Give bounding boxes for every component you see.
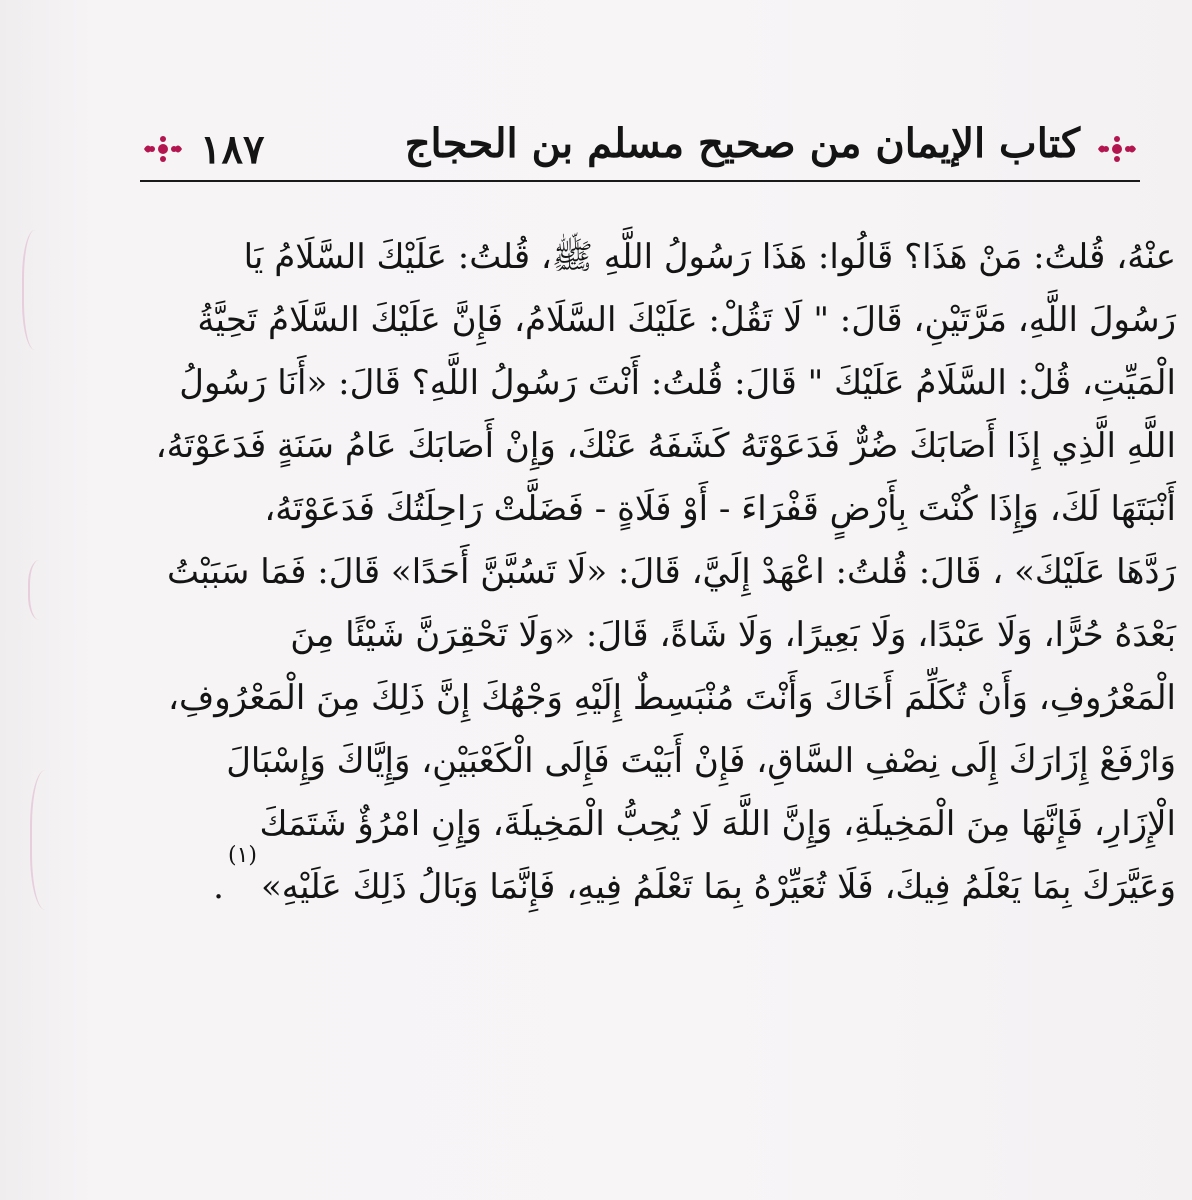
floral-ornament-icon: [1094, 132, 1140, 166]
text-line: وَارْفَعْ إِزَارَكَ إِلَى نِصْفِ السَّاقِ، فَإِنْ أَبَيْتَ فَإِلَى الْكَعْبَيْنِ، وَإِيَّاكَ وَإِسْبَالَ: [226, 741, 1176, 781]
margin-mark: [30, 770, 68, 910]
text-line: أَنْبَتَهَا لَكَ، وَإِذَا كُنْتَ بِأَرْضٍ قَفْرَاءَ - أَوْ فَلَاةٍ - فَضَلَّتْ رَاحِلَتُكَ فَدَعَوْتَهُ،: [264, 489, 1176, 529]
footnote-reference[interactable]: (١): [227, 843, 257, 868]
text-line: رَسُولَ اللَّهِ، مَرَّتَيْنِ، قَالَ: " لَا تَقُلْ: عَلَيْكَ السَّلَامُ، فَإِنَّ عَلَيْكَ السَّلَامُ تَحِيَّةُ: [197, 300, 1176, 340]
text-line: الْمَعْرُوفِ، وَأَنْ تُكَلِّمَ أَخَاكَ وَأَنْتَ مُنْبَسِطٌ إِلَيْهِ وَجْهُكَ إِنَّ ذَلِكَ مِنَ الْمَعْرُوفِ،: [168, 678, 1176, 718]
text-line: وَعَيَّرَكَ بِمَا يَعْلَمُ فِيكَ، فَلَا تُعَيِّرْهُ بِمَا تَعْلَمُ فِيهِ، فَإِنَّمَا وَبَالُ ذَلِكَ عَلَيْهِ»: [260, 867, 1176, 907]
margin-mark: [22, 230, 54, 350]
text-line: عنْهُ، قُلتُ: مَنْ هَذَا؟ قَالُوا: هَذَا رَسُولُ اللَّهِ ﷺ، قُلتُ: عَلَيْكَ السَّلَامُ يَا: [243, 237, 1176, 277]
text-line: الْإِزَارِ، فَإِنَّهَا مِنَ الْمَخِيلَةِ، وَإِنَّ اللَّهَ لَا يُحِبُّ الْمَخِيلَةَ، وَإِنِ امْرُؤٌ شَتَمَكَ: [259, 804, 1176, 844]
text-line: الْمَيِّتِ، قُلْ: السَّلَامُ عَلَيْكَ " قَالَ: قُلتُ: أَنْتَ رَسُولُ اللَّهِ؟ قَالَ: «أَنَا رَسُولُ: [179, 363, 1176, 403]
page-number: ١٨٧: [200, 126, 265, 173]
page-header: [140, 112, 1140, 192]
header-rule: [140, 180, 1140, 182]
margin-mark: [28, 560, 56, 620]
hadith-text: [155, 226, 1176, 919]
text-line: اللَّهِ الَّذِي إِذَا أَصَابَكَ ضُرٌّ فَدَعَوْتَهُ كَشَفَهُ عَنْكَ، وَإِنْ أَصَابَكَ عَامُ سَنَةٍ فَدَعَوْتَهُ،: [155, 426, 1176, 466]
final-period: .: [213, 867, 224, 907]
text-line: بَعْدَهُ حُرًّا، وَلَا عَبْدًا، وَلَا بَعِيرًا، وَلَا شَاةً، قَالَ: «وَلَا تَحْقِرَنَّ شَيْئًا مِنَ: [290, 615, 1176, 655]
running-title: كتاب الإيمان من صحيح مسلم بن الحجاج: [404, 120, 1080, 167]
text-line-final: [168, 843, 1176, 919]
text-line: رَدَّهَا عَلَيْكَ» ، قَالَ: قُلتُ: اعْهَدْ إِلَيَّ، قَالَ: «لَا تَسُبَّنَّ أَحَدًا» قَالَ: فَمَا سَبَبْتُ: [167, 552, 1176, 592]
floral-ornament-icon: [140, 132, 186, 166]
